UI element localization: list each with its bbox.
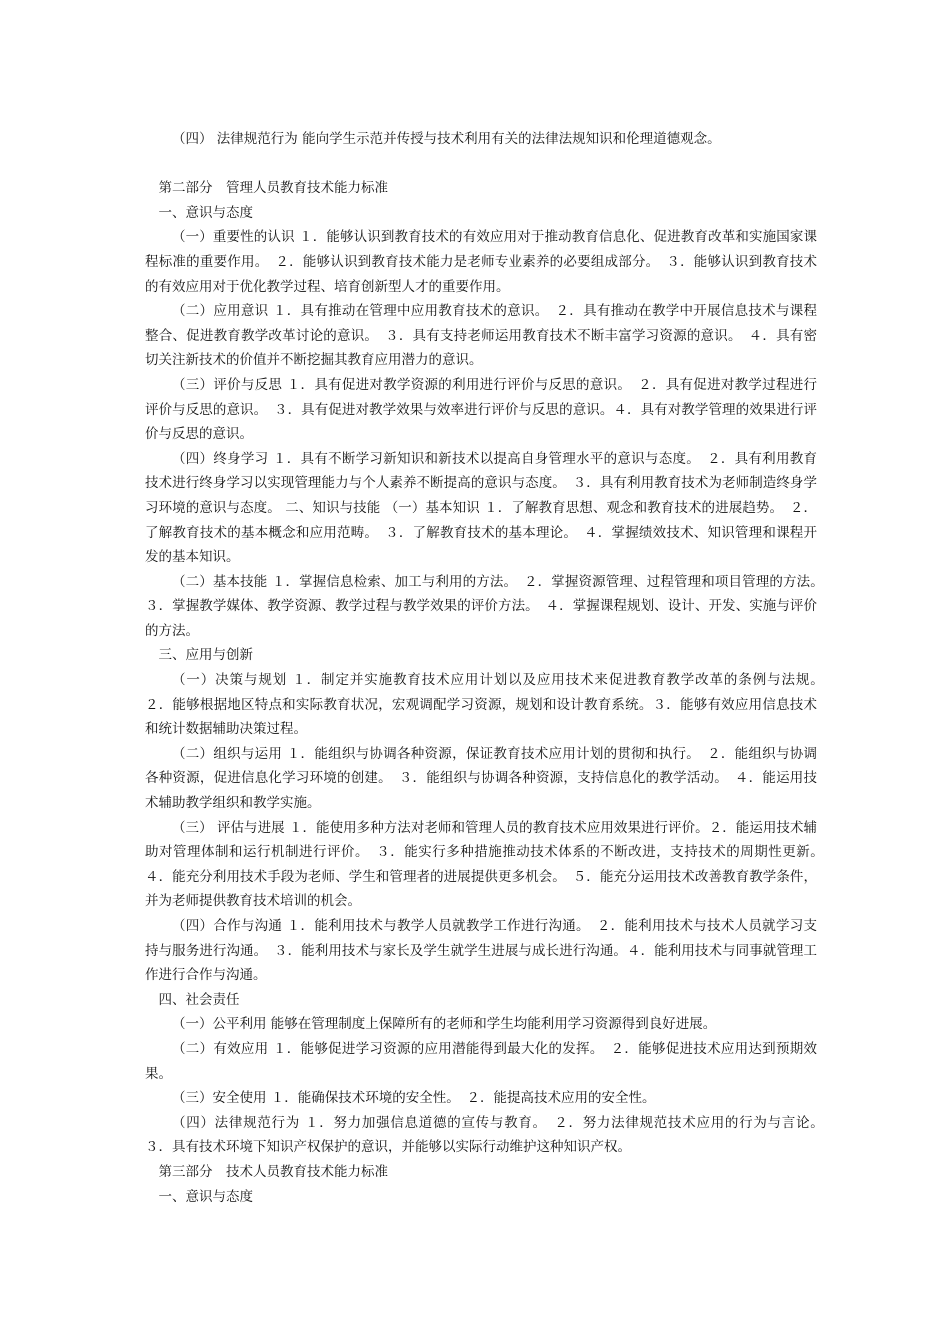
paragraph-decision-planning: （一）决策与规划 １．制定并实施教育技术应用计划以及应用技术来促进教育教学改革的条例与法规。 ２．能够根据地区特点和实际教育状况，宏观调配学习资源，规划和设计教育系统。３．能够有效应用信息技术和统计数据辅助决策过程。 — [145, 672, 831, 738]
section-heading-awareness-tech: 一、意识与态度 — [158, 1188, 253, 1205]
paragraph-basic-skills: （二）基本技能 １．掌握信息检索、加工与利用的方法。 ２．掌握资源管理、过程管理和项目管理的方法。 ３．掌握教学媒体、教学资源、教学过程与教学效果的评价方法。 ４．掌握课程规划、设计、开发、实施与评价的方法。 — [145, 573, 831, 639]
paragraph-legal-norms-intro: （四） 法律规范行为 能向学生示范并传授与技术利用有关的法律法规知识和伦理道德观念。 — [172, 131, 721, 147]
paragraph-effective-use: （二）有效应用 １．能够促进学习资源的应用潜能得到最大化的发挥。 ２．能够促进技术应用达到预期效果。 — [145, 1040, 817, 1082]
part-two-title: 第二部分 管理人员教育技术能力标准 — [158, 180, 388, 197]
section-heading-awareness: 一、意识与态度 — [158, 204, 253, 221]
paragraph-application-awareness: （二）应用意识 １．具有推动在管理中应用教育技术的意识。 ２．具有推动在教学中开展信息技术与课程整合、促进教育教学改革讨论的意识。 ３．具有支持老师运用教育技术不断丰富学习资源的意识。 ４．具有密切关注新技术的价值并不断挖掘其教育应用潜力的意识。 — [145, 303, 817, 369]
paragraph-organization-use: （二）组织与运用 １．能组织与协调各种资源，保证教育技术应用计划的贯彻和执行。 ２．能组织与协调各种资源，促进信息化学习环境的创建。 ３．能组织与协调各种资源，支持信息化的教学活动。 ４．能运用技术辅助教学组织和教学实施。 — [145, 745, 817, 812]
paragraph-safe-use: （三）安全使用 １．能确保技术环境的安全性。 ２．能提高技术应用的安全性。 — [172, 1090, 656, 1107]
document-page — [145, 127, 831, 1209]
paragraph-assessment-development: （三） 评估与进展 １．能使用多种方法对老师和管理人员的教育技术应用效果进行评价。２．能运用技术辅助对管理体制和运行机制进行评价。 ３．能实行多种措施推动技术体系的不断改进，支持技术的周期性更新。 ４．能充分利用技术手段为老师、学生和管理者的进展提供更多机会。 ５．能充分运用技术改善教育教学条件，并为老师提供教育技术培训的机会。 — [145, 819, 831, 910]
paragraph-fair-use: （一）公平利用 能够在管理制度上保障所有的老师和学生均能利用学习资源得到良好进展。 — [172, 1016, 717, 1033]
paragraph-lifelong-learning: （四）终身学习 １．具有不断学习新知识和新技术以提高自身管理水平的意识与态度。 ２．具有利用教育技术进行终身学习以实现管理能力与个人素养不断提高的意识与态度。 ３．具有利用教育技术为老师制造终身学习环境的意识与态度。 二、知识与技能 （一）基本知识 １．了解教育思想、观念和教育技术的进展趋势。 ２．了解教育技术的基本概念和应用范畴。 ３．了解教育技术的基本理论。 ４．掌握绩效技术、知识管理和课程开发的基本知识。 — [145, 450, 817, 566]
section-heading-social-responsibility: 四、社会责任 — [158, 991, 240, 1008]
paragraph-cooperation-communication: （四）合作与沟通 １．能利用技术与教学人员就教学工作进行沟通。 ２．能利用技术与技术人员就学习支持与服务进行沟通。 ３．能利用技术与家长及学生就学生进展与成长进行沟通。４．能利用技术与同事就管理工作进行合作与沟通。 — [145, 918, 817, 984]
part-three-title: 第三部分 技术人员教育技术能力标准 — [158, 1163, 388, 1180]
paragraph-legal-norms: （四）法律规范行为 １．努力加强信息道德的宣传与教育。 ２．努力法律规范技术应用的行为与言论。 ３．具有技术环境下知识产权保护的意识，并能够以实际行动维护这种知识产权。 — [145, 1114, 831, 1156]
paragraph-importance: （一）重要性的认识 １．能够认识到教育技术的有效应用对于推动教育信息化、促进教育改革和实施国家课程标准的重要作用。 ２．能够认识到教育技术能力是老师专业素养的必要组成部分。 ３．能够认识到教育技术的有效应用对于优化教学过程、培育创新型人才的重要作用。 — [145, 229, 817, 295]
section-heading-application-innovation: 三、应用与创新 — [158, 647, 253, 664]
paragraph-evaluation-reflection: （三）评价与反思 １．具有促进对教学资源的利用进行评价与反思的意识。 ２．具有促进对教学过程进行评价与反思的意识。 ３．具有促进对教学效果与效率进行评价与反思的意识。４．具有对教学管理的效果进行评价与反思的意识。 — [145, 376, 817, 443]
